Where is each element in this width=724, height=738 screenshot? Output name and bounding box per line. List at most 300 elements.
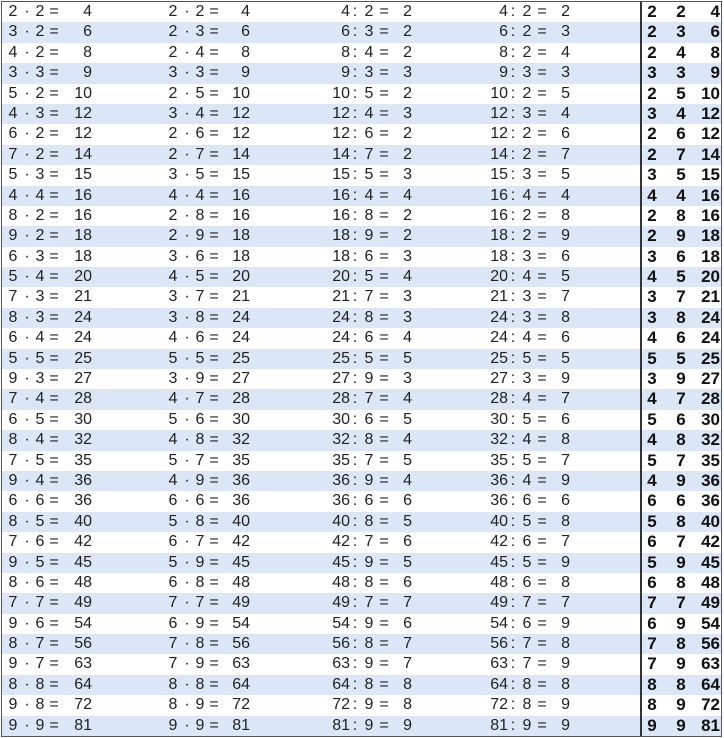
factor-a: 6 bbox=[195, 329, 205, 347]
factor-a: 5 bbox=[195, 84, 205, 102]
times-sign: · bbox=[24, 3, 30, 20]
dividend: 24 bbox=[332, 329, 350, 347]
divide-sign: : bbox=[352, 247, 358, 265]
factor-b: 5 bbox=[168, 349, 178, 367]
factor-a: 4 bbox=[195, 104, 205, 122]
equals-sign: = bbox=[379, 553, 389, 571]
equals-sign: = bbox=[379, 471, 389, 489]
times-sign: · bbox=[24, 329, 30, 347]
product: 21 bbox=[74, 288, 92, 306]
summary-product: 81 bbox=[701, 715, 720, 735]
times-sign: · bbox=[24, 64, 30, 82]
equals-sign: = bbox=[49, 533, 59, 551]
factor-b: 7 bbox=[35, 655, 45, 673]
dividend: 12 bbox=[332, 125, 350, 143]
factor-a: 3 bbox=[8, 64, 18, 82]
quotient: 5 bbox=[561, 268, 570, 286]
times-sign: · bbox=[24, 614, 30, 632]
divide-sign: : bbox=[510, 635, 516, 653]
divide-sign: : bbox=[352, 410, 358, 428]
dividend: 18 bbox=[490, 247, 508, 265]
factor-a: 5 bbox=[8, 349, 18, 367]
equals-sign: = bbox=[379, 573, 389, 591]
dividend: 21 bbox=[490, 288, 508, 306]
factor-a: 8 bbox=[195, 308, 205, 326]
dividend: 40 bbox=[490, 512, 508, 530]
summary-product: 54 bbox=[701, 613, 720, 633]
quotient: 7 bbox=[403, 635, 412, 653]
summary-a: 9 bbox=[676, 470, 686, 490]
divisor: 8 bbox=[364, 675, 374, 693]
times-sign: · bbox=[24, 125, 30, 143]
divisor: 7 bbox=[364, 533, 374, 551]
summary-a: 5 bbox=[676, 83, 686, 103]
product: 12 bbox=[74, 125, 92, 143]
summary-b: 9 bbox=[647, 715, 657, 735]
product: 30 bbox=[74, 410, 92, 428]
quotient: 7 bbox=[403, 655, 412, 673]
times-sign: · bbox=[24, 716, 30, 734]
quotient: 4 bbox=[561, 186, 570, 204]
divide-sign: : bbox=[510, 43, 516, 61]
divide-sign: : bbox=[510, 675, 516, 693]
equals-sign: = bbox=[49, 614, 59, 632]
table-row bbox=[2, 247, 721, 267]
equals-sign: = bbox=[209, 43, 219, 61]
factor-a: 7 bbox=[8, 145, 18, 163]
quotient: 8 bbox=[561, 675, 570, 693]
summary-a: 5 bbox=[676, 165, 686, 185]
equals-sign: = bbox=[537, 553, 547, 571]
times-sign: · bbox=[24, 43, 30, 61]
summary-product: 28 bbox=[701, 389, 720, 409]
equals-sign: = bbox=[379, 614, 389, 632]
equals-sign: = bbox=[537, 43, 547, 61]
factor-b: 7 bbox=[35, 635, 45, 653]
summary-b: 5 bbox=[647, 552, 657, 572]
dividend: 72 bbox=[490, 696, 508, 714]
factor-b: 5 bbox=[35, 553, 45, 571]
equals-sign: = bbox=[49, 227, 59, 245]
equals-sign: = bbox=[379, 594, 389, 612]
dividend: 12 bbox=[490, 125, 508, 143]
factor-b: 2 bbox=[35, 227, 45, 245]
quotient: 6 bbox=[403, 614, 412, 632]
table-row bbox=[2, 43, 721, 63]
product: 18 bbox=[74, 247, 92, 265]
summary-product: 16 bbox=[701, 185, 720, 205]
quotient: 9 bbox=[561, 614, 570, 632]
product: 45 bbox=[232, 553, 250, 571]
factor-a: 7 bbox=[8, 288, 18, 306]
equals-sign: = bbox=[49, 329, 59, 347]
divide-sign: : bbox=[510, 206, 516, 224]
equals-sign: = bbox=[379, 329, 389, 347]
dividend: 28 bbox=[332, 390, 350, 408]
equals-sign: = bbox=[379, 410, 389, 428]
summary-b: 7 bbox=[647, 593, 657, 613]
product: 30 bbox=[232, 410, 250, 428]
divisor: 2 bbox=[522, 43, 532, 61]
equals-sign: = bbox=[209, 23, 219, 41]
product: 54 bbox=[232, 614, 250, 632]
product: 16 bbox=[74, 206, 92, 224]
summary-a: 9 bbox=[676, 695, 686, 715]
divisor: 8 bbox=[364, 308, 374, 326]
equals-sign: = bbox=[537, 716, 547, 734]
dividend: 32 bbox=[332, 431, 350, 449]
summary-b: 6 bbox=[647, 491, 657, 511]
equals-sign: = bbox=[379, 206, 389, 224]
divisor: 9 bbox=[364, 716, 374, 734]
table-row bbox=[2, 206, 721, 226]
divide-sign: : bbox=[352, 308, 358, 326]
equals-sign: = bbox=[379, 533, 389, 551]
product: 21 bbox=[232, 288, 250, 306]
equals-sign: = bbox=[209, 308, 219, 326]
equals-sign: = bbox=[537, 125, 547, 143]
divisor: 7 bbox=[522, 594, 532, 612]
equals-sign: = bbox=[537, 614, 547, 632]
equals-sign: = bbox=[379, 104, 389, 122]
product: 14 bbox=[74, 145, 92, 163]
divisor: 8 bbox=[364, 206, 374, 224]
dividend: 27 bbox=[490, 370, 508, 387]
summary-b: 6 bbox=[647, 572, 657, 592]
equals-sign: = bbox=[379, 3, 389, 20]
table-row bbox=[2, 389, 721, 409]
equals-sign: = bbox=[537, 471, 547, 489]
factor-b: 3 bbox=[168, 370, 178, 387]
equals-sign: = bbox=[49, 186, 59, 204]
product: 18 bbox=[74, 227, 92, 245]
quotient: 8 bbox=[561, 573, 570, 591]
product: 35 bbox=[74, 451, 92, 469]
factor-b: 6 bbox=[168, 614, 178, 632]
factor-b: 2 bbox=[168, 145, 178, 163]
factor-b: 3 bbox=[168, 247, 178, 265]
divisor: 5 bbox=[364, 268, 374, 286]
divisor: 5 bbox=[522, 553, 532, 571]
quotient: 2 bbox=[403, 145, 412, 163]
divisor: 8 bbox=[522, 675, 532, 693]
equals-sign: = bbox=[209, 247, 219, 265]
factor-b: 3 bbox=[35, 308, 45, 326]
dividend: 9 bbox=[499, 64, 508, 82]
divide-sign: : bbox=[510, 370, 516, 387]
equals-sign: = bbox=[379, 655, 389, 673]
summary-a: 3 bbox=[676, 22, 686, 42]
factor-a: 3 bbox=[195, 23, 205, 41]
summary-product: 24 bbox=[701, 307, 720, 327]
factor-b: 4 bbox=[35, 329, 45, 347]
equals-sign: = bbox=[49, 410, 59, 428]
product: 48 bbox=[232, 573, 250, 591]
equals-sign: = bbox=[49, 370, 59, 387]
dividend: 36 bbox=[332, 492, 350, 510]
divide-sign: : bbox=[352, 614, 358, 632]
divisor: 3 bbox=[522, 288, 532, 306]
product: 56 bbox=[232, 635, 250, 653]
divide-sign: : bbox=[510, 329, 516, 347]
divide-sign: : bbox=[510, 288, 516, 306]
summary-b: 5 bbox=[647, 511, 657, 531]
factor-b: 4 bbox=[168, 329, 178, 347]
quotient: 4 bbox=[403, 431, 412, 449]
factor-b: 5 bbox=[168, 553, 178, 571]
product: 20 bbox=[74, 268, 92, 286]
product: 49 bbox=[232, 594, 250, 612]
equals-sign: = bbox=[49, 390, 59, 408]
summary-product: 16 bbox=[701, 205, 720, 225]
divisor: 9 bbox=[364, 614, 374, 632]
product: 36 bbox=[232, 471, 250, 489]
factor-b: 4 bbox=[168, 186, 178, 204]
summary-a: 9 bbox=[676, 552, 686, 572]
table-row bbox=[2, 104, 721, 124]
times-sign: · bbox=[184, 308, 190, 326]
summary-b: 3 bbox=[647, 369, 657, 388]
factor-a: 9 bbox=[8, 471, 18, 489]
summary-a: 4 bbox=[676, 42, 686, 62]
dividend: 10 bbox=[490, 84, 508, 102]
factor-a: 8 bbox=[195, 206, 205, 224]
factor-b: 5 bbox=[35, 451, 45, 469]
factor-b: 6 bbox=[35, 492, 45, 510]
times-sign: · bbox=[184, 43, 190, 61]
quotient: 4 bbox=[403, 471, 412, 489]
divide-sign: : bbox=[352, 166, 358, 184]
product: 24 bbox=[74, 308, 92, 326]
divisor: 2 bbox=[522, 227, 532, 245]
quotient: 7 bbox=[561, 288, 570, 306]
quotient: 6 bbox=[561, 329, 570, 347]
table-row bbox=[2, 63, 721, 83]
summary-b: 2 bbox=[647, 83, 657, 103]
divisor: 5 bbox=[522, 451, 532, 469]
factor-a: 6 bbox=[8, 247, 18, 265]
product: 48 bbox=[74, 573, 92, 591]
divide-sign: : bbox=[352, 84, 358, 102]
divisor: 3 bbox=[522, 308, 532, 326]
quotient: 3 bbox=[403, 64, 412, 82]
summary-product: 35 bbox=[701, 450, 720, 470]
times-sign: · bbox=[184, 186, 190, 204]
product: 14 bbox=[232, 145, 250, 163]
divide-sign: : bbox=[510, 125, 516, 143]
factor-b: 6 bbox=[168, 573, 178, 591]
divide-sign: : bbox=[510, 471, 516, 489]
equals-sign: = bbox=[379, 288, 389, 306]
divisor: 3 bbox=[522, 166, 532, 184]
divide-sign: : bbox=[352, 512, 358, 530]
factor-b: 2 bbox=[35, 23, 45, 41]
summary-a: 6 bbox=[676, 246, 686, 266]
times-sign: · bbox=[184, 23, 190, 41]
equals-sign: = bbox=[209, 84, 219, 102]
times-sign: · bbox=[24, 390, 30, 408]
divisor: 4 bbox=[364, 186, 374, 204]
table-row bbox=[2, 145, 721, 165]
quotient: 3 bbox=[403, 308, 412, 326]
factor-a: 8 bbox=[195, 431, 205, 449]
factor-a: 8 bbox=[8, 573, 18, 591]
dividend: 42 bbox=[332, 533, 350, 551]
summary-b: 2 bbox=[647, 205, 657, 225]
dividend: 49 bbox=[332, 594, 350, 612]
factor-b: 4 bbox=[35, 431, 45, 449]
divisor: 9 bbox=[364, 471, 374, 489]
equals-sign: = bbox=[49, 349, 59, 367]
divide-sign: : bbox=[510, 3, 516, 20]
quotient: 8 bbox=[561, 635, 570, 653]
divisor: 3 bbox=[522, 370, 532, 387]
quotient: 8 bbox=[561, 431, 570, 449]
summary-a: 4 bbox=[676, 103, 686, 123]
summary-product: 36 bbox=[701, 470, 720, 490]
quotient: 5 bbox=[561, 166, 570, 184]
quotient: 6 bbox=[561, 410, 570, 428]
divide-sign: : bbox=[510, 573, 516, 591]
factor-b: 3 bbox=[168, 288, 178, 306]
dividend: 4 bbox=[341, 3, 350, 20]
product: 4 bbox=[83, 3, 92, 20]
equals-sign: = bbox=[537, 512, 547, 530]
product: 24 bbox=[74, 329, 92, 347]
times-sign: · bbox=[24, 512, 30, 530]
factor-b: 4 bbox=[35, 186, 45, 204]
quotient: 8 bbox=[561, 206, 570, 224]
times-sign: · bbox=[24, 104, 30, 122]
summary-b: 3 bbox=[647, 287, 657, 307]
equals-sign: = bbox=[49, 594, 59, 612]
equals-sign: = bbox=[49, 553, 59, 571]
quotient: 6 bbox=[403, 573, 412, 591]
times-sign: · bbox=[24, 308, 30, 326]
summary-a: 8 bbox=[676, 674, 686, 694]
equals-sign: = bbox=[49, 84, 59, 102]
summary-product: 32 bbox=[701, 430, 720, 450]
dividend: 18 bbox=[332, 227, 350, 245]
summary-b: 2 bbox=[647, 226, 657, 246]
quotient: 6 bbox=[561, 125, 570, 143]
divide-sign: : bbox=[352, 268, 358, 286]
divide-sign: : bbox=[510, 23, 516, 41]
divide-sign: : bbox=[510, 492, 516, 510]
product: 27 bbox=[232, 370, 250, 387]
product: 15 bbox=[232, 166, 250, 184]
dividend: 28 bbox=[490, 390, 508, 408]
summary-b: 3 bbox=[647, 165, 657, 185]
summary-b: 4 bbox=[647, 267, 657, 287]
factor-a: 6 bbox=[8, 329, 18, 347]
summary-a: 7 bbox=[676, 287, 686, 307]
times-sign: · bbox=[184, 104, 190, 122]
divisor: 8 bbox=[364, 635, 374, 653]
times-sign: · bbox=[24, 288, 30, 306]
quotient: 9 bbox=[561, 553, 570, 571]
product: 56 bbox=[74, 635, 92, 653]
product: 63 bbox=[74, 655, 92, 673]
summary-product: 24 bbox=[701, 328, 720, 348]
dividend: 24 bbox=[490, 329, 508, 347]
equals-sign: = bbox=[49, 696, 59, 714]
equals-sign: = bbox=[537, 492, 547, 510]
table-row bbox=[2, 369, 721, 389]
equals-sign: = bbox=[49, 512, 59, 530]
divisor: 3 bbox=[522, 247, 532, 265]
product: 45 bbox=[74, 553, 92, 571]
factor-b: 2 bbox=[168, 227, 178, 245]
quotient: 2 bbox=[403, 23, 412, 41]
table-row bbox=[2, 287, 721, 307]
divisor: 8 bbox=[364, 512, 374, 530]
dividend: 15 bbox=[490, 166, 508, 184]
quotient: 2 bbox=[403, 43, 412, 61]
summary-a: 9 bbox=[676, 226, 686, 246]
factor-b: 3 bbox=[168, 308, 178, 326]
summary-product: 27 bbox=[701, 369, 720, 388]
quotient: 8 bbox=[403, 675, 412, 693]
equals-sign: = bbox=[49, 451, 59, 469]
table-row bbox=[2, 614, 721, 634]
times-sign: · bbox=[24, 431, 30, 449]
equals-sign: = bbox=[49, 3, 59, 20]
summary-a: 7 bbox=[676, 450, 686, 470]
equals-sign: = bbox=[209, 512, 219, 530]
table-row bbox=[2, 675, 721, 695]
equals-sign: = bbox=[537, 145, 547, 163]
times-sign: · bbox=[184, 431, 190, 449]
equals-sign: = bbox=[49, 308, 59, 326]
quotient: 3 bbox=[561, 23, 570, 41]
factor-a: 8 bbox=[8, 635, 18, 653]
divide-sign: : bbox=[510, 227, 516, 245]
factor-b: 2 bbox=[35, 145, 45, 163]
quotient: 4 bbox=[403, 268, 412, 286]
factor-b: 6 bbox=[35, 533, 45, 551]
summary-product: 64 bbox=[701, 674, 720, 694]
factor-b: 4 bbox=[168, 390, 178, 408]
table-row bbox=[2, 308, 721, 328]
factor-a: 9 bbox=[195, 614, 205, 632]
equals-sign: = bbox=[49, 145, 59, 163]
divide-sign: : bbox=[352, 492, 358, 510]
divide-sign: : bbox=[510, 431, 516, 449]
product: 12 bbox=[232, 125, 250, 143]
quotient: 7 bbox=[561, 145, 570, 163]
quotient: 4 bbox=[561, 43, 570, 61]
divisor: 4 bbox=[364, 104, 374, 122]
product: 12 bbox=[232, 104, 250, 122]
dividend: 49 bbox=[490, 594, 508, 612]
equals-sign: = bbox=[209, 696, 219, 714]
equals-sign: = bbox=[209, 533, 219, 551]
equals-sign: = bbox=[537, 533, 547, 551]
factor-b: 8 bbox=[168, 675, 178, 693]
factor-b: 3 bbox=[35, 247, 45, 265]
divisor: 7 bbox=[364, 145, 374, 163]
factor-b: 6 bbox=[35, 614, 45, 632]
summary-b: 2 bbox=[647, 22, 657, 42]
factor-a: 9 bbox=[195, 227, 205, 245]
summary-b: 3 bbox=[647, 246, 657, 266]
times-sign: · bbox=[24, 553, 30, 571]
divide-sign: : bbox=[510, 64, 516, 82]
times-sign: · bbox=[184, 390, 190, 408]
equals-sign: = bbox=[49, 655, 59, 673]
factor-b: 2 bbox=[168, 206, 178, 224]
